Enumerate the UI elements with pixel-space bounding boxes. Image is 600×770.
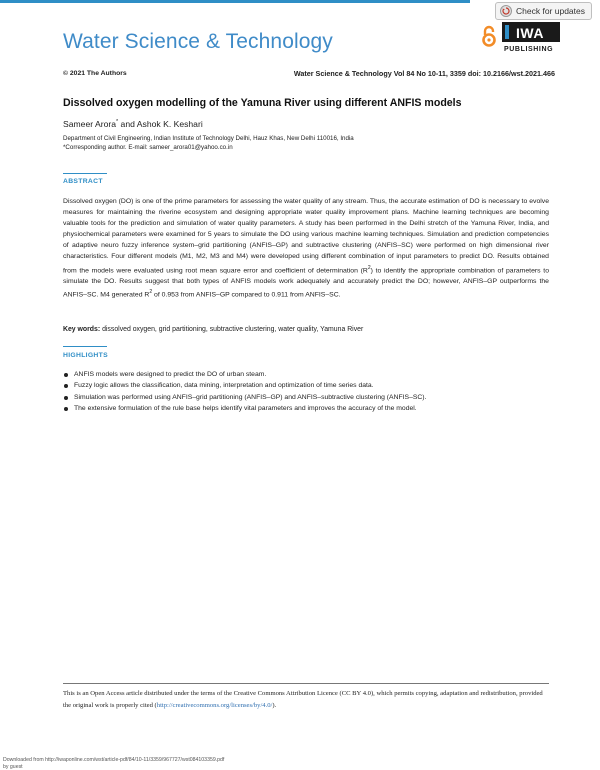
- highlights-list: [63, 369, 543, 415]
- keywords-line: [63, 326, 363, 333]
- check-for-updates-label: Check for updates: [516, 6, 585, 16]
- footer-rule: [63, 683, 549, 684]
- author-first: Sameer Arora: [63, 119, 117, 129]
- iwa-logo-text: IWA: [516, 25, 544, 41]
- abstract-text: [63, 196, 549, 300]
- header-accent-rule: [0, 0, 470, 3]
- citation-line: Water Science & Technology Vol 84 No 10-11, 3359 doi: 10.2166/wst.2021.466: [293, 69, 555, 78]
- licence-link[interactable]: http://creativecommons.org/licenses/by/4.0/: [156, 702, 273, 709]
- download-watermark: [3, 757, 224, 770]
- refresh-icon: [500, 5, 512, 17]
- licence-notice: [63, 688, 549, 712]
- highlights-rule: [63, 346, 107, 347]
- highlight-item: Simulation was performed using ANFIS–grid partitioning (ANFIS–GP) and ANFIS–subtractive clustering (ANFIS–SC).: [63, 392, 543, 403]
- author-rest: and Ashok K. Keshari: [118, 119, 203, 129]
- affiliation-block: [63, 135, 354, 152]
- licence-text-part-2: ).: [272, 702, 277, 709]
- journal-title: Water Science & Technology: [63, 30, 333, 53]
- highlight-item: The extensive formulation of the rule base helps identify vital parameters and improves the accuracy of the model.: [63, 403, 543, 414]
- article-title: Dissolved oxygen modelling of the Yamuna River using different ANFIS models: [63, 97, 462, 109]
- download-guest: by guest: [3, 763, 23, 770]
- iwa-publishing-logo: [502, 22, 560, 58]
- abstract-text-part-1: Dissolved oxygen (DO) is one of the prime parameters for assessing the water quality of any stream. Thus, the accurate estimation of DO is necessary to evolve measures for maintaining the riverine ecosystem and designing appropriate water quality improvement plans. Machine learning techniques are becoming valuable tools for the prediction and simulation of water quality parameters. A study has been performed in the Delhi stretch of the Yamuna River, India, and physiochemical parameters were examined for 5 years to simulate the DO using various machine learning techniques. Simulation and prediction competencies of adaptive neuro fuzzy inference system–grid partitioning (ANFIS–GP) and subtractive clustering (ANFIS–SC) were performed on high dimensional river characteristics. Four different models (M1, M2, M3 and M4) were developed using different combination of input parameters to predict DO. Results obtained from the models were evaluated using root mean square error and coefficient of determination (R: [63, 198, 549, 274]
- abstract-rule: [63, 173, 107, 174]
- highlight-item: ANFIS models were designed to predict the DO of urban steam.: [63, 369, 543, 380]
- abstract-superscript-1: 2: [367, 264, 371, 271]
- abstract-superscript-2: 2: [149, 289, 153, 296]
- keywords-label: Key words:: [63, 326, 101, 333]
- affiliation: Department of Civil Engineering, Indian Institute of Technology Delhi, Hauz Khas, New Delhi 110016, India: [63, 135, 354, 142]
- abstract-text-part-2: ) to identify the appropriate combination of parameters to simulate the DO. Results suggest that both types of ANFIS models work adequately and accurately predict the DO; however, ANFIS–GP outperforms the ANFIS–SC. M4 generated R: [63, 266, 549, 299]
- iwa-logo-subtext: PUBLISHING: [504, 46, 554, 53]
- abstract-text-part-3: of 0.953 from ANFIS–GP compared to 0.911 from ANFIS–SC.: [152, 291, 341, 299]
- licence-text-part-1: This is an Open Access article distributed under the terms of the Creative Commons Attribution Licence (CC BY 4.0), which permits copying, adaptation and redistribution, provided the original work is properly cited (: [63, 690, 543, 709]
- corresponding-author-mark: *: [116, 119, 119, 126]
- highlight-item: Fuzzy logic allows the classification, data mining, interpretation and optimization of time series data.: [63, 380, 543, 391]
- copyright-notice: © 2021 The Authors: [63, 70, 127, 77]
- keywords-list: dissolved oxygen, grid partitioning, subtractive clustering, water quality, Yamuna River: [100, 326, 364, 333]
- highlights-heading: HIGHLIGHTS: [63, 352, 108, 359]
- author-list: [63, 119, 203, 129]
- download-source: Downloaded from http://iwaponline.com/wst/article-pdf/84/10-11/3359/967727/wst084103359.pdf: [3, 757, 225, 763]
- corresponding-author-email[interactable]: *Corresponding author. E-mail: sameer_arora01@yahoo.co.in: [63, 143, 233, 151]
- abstract-heading: ABSTRACT: [63, 178, 103, 185]
- check-for-updates-button[interactable]: [495, 2, 592, 20]
- open-access-icon: [481, 24, 497, 48]
